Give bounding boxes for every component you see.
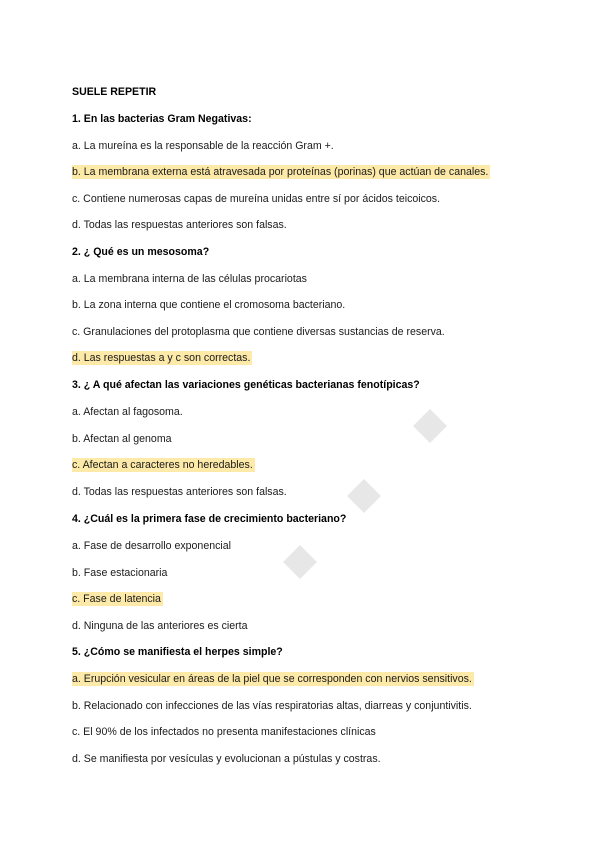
- answer-option: d. Se manifiesta por vesículas y evolucionan a pústulas y costras.: [72, 753, 381, 765]
- answer-option: c. El 90% de los infectados no presenta manifestaciones clínicas: [72, 726, 376, 738]
- answer-option: a. La membrana interna de las células procariotas: [72, 273, 307, 285]
- answer-option-highlighted: c. Afectan a caracteres no heredables.: [72, 459, 253, 471]
- answer-option: d. Todas las respuestas anteriores son falsas.: [72, 486, 287, 498]
- question-title: 1. En las bacterias Gram Negativas:: [72, 113, 252, 125]
- answer-option-highlighted: a. Erupción vesicular en áreas de la piel que se corresponden con nervios sensitivos.: [72, 673, 472, 685]
- answer-option: a. Afectan al fagosoma.: [72, 406, 183, 418]
- question-title: 3. ¿ A qué afectan las variaciones genéticas bacterianas fenotípicas?: [72, 379, 420, 391]
- watermark-diamond: [283, 545, 317, 579]
- answer-option: a. La mureína es la responsable de la reacción Gram +.: [72, 140, 334, 152]
- question-title: 4. ¿Cuál es la primera fase de crecimiento bacteriano?: [72, 513, 347, 525]
- answer-option: c. Granulaciones del protoplasma que contiene diversas sustancias de reserva.: [72, 326, 445, 338]
- question-title: 5. ¿Cómo se manifiesta el herpes simple?: [72, 646, 283, 658]
- answer-option-highlighted: d. Las respuestas a y c son correctas.: [72, 352, 251, 364]
- answer-option: c. Contiene numerosas capas de mureína unidas entre sí por ácidos teicoicos.: [72, 193, 441, 205]
- answer-option: b. Fase estacionaria: [72, 567, 168, 579]
- answer-option: b. La zona interna que contiene el cromosoma bacteriano.: [72, 299, 346, 311]
- question-title: 2. ¿ Qué es un mesosoma?: [72, 246, 210, 258]
- answer-option: d. Ninguna de las anteriores es cierta: [72, 620, 248, 632]
- answer-option-highlighted: b. La membrana externa está atravesada por proteínas (porinas) que actúan de canales.: [72, 166, 489, 178]
- document-heading: SUELE REPETIR: [72, 86, 157, 98]
- answer-option: b. Afectan al genoma: [72, 433, 172, 445]
- watermark-diamond: [413, 409, 447, 443]
- answer-option: a. Fase de desarrollo exponencial: [72, 540, 232, 552]
- answer-option: b. Relacionado con infecciones de las vías respiratorias altas, diarreas y conjuntivitis.: [72, 700, 472, 712]
- answer-option-highlighted: c. Fase de latencia: [72, 593, 161, 605]
- answer-option: d. Todas las respuestas anteriores son falsas.: [72, 219, 287, 231]
- watermark-diamond: [347, 479, 381, 513]
